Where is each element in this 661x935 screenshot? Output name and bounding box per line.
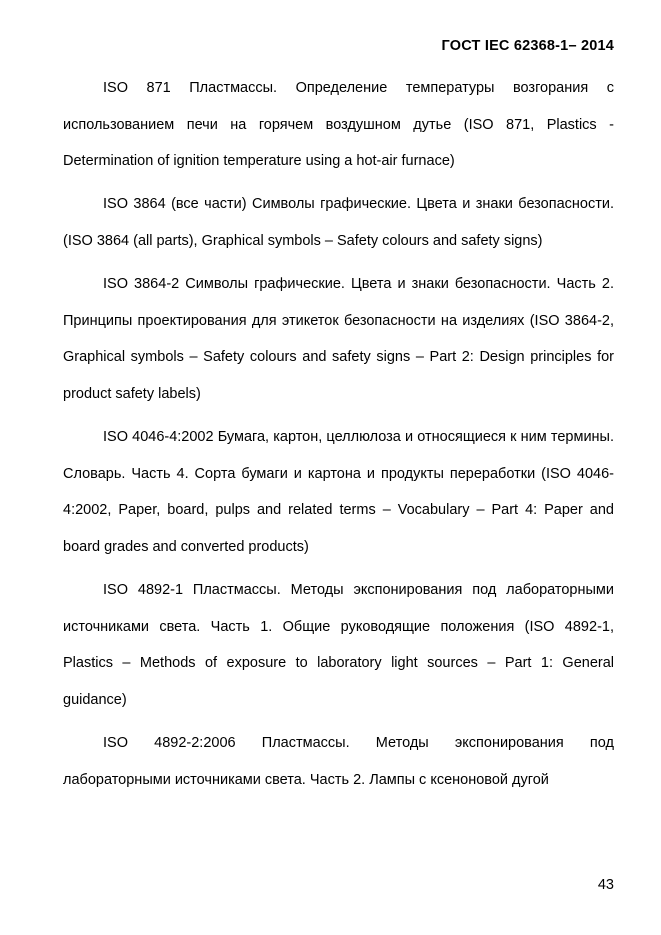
document-header: ГОСТ IEC 62368-1– 2014: [441, 38, 614, 54]
reference-iso-4046-4: ISO 4046-4:2002 Бумага, картон, целлюлоза и относящиеся к ним термины. Словарь. Часть 4. Сорта бумаги и картона и продукты переработки (ISO 4046-4:2002, Paper, board, pulps and related terms – Vocabulary – Part 4: Paper and board grades and converted products): [63, 429, 614, 555]
reference-iso-4892-2: ISO 4892-2:2006 Пластмассы. Методы экспонирования под лабораторными источниками света. Часть 2. Лампы с ксеноновой дугой: [63, 735, 614, 788]
reference-iso-3864-2: ISO 3864-2 Символы графические. Цвета и знаки безопасности. Часть 2. Принципы проектирования для этикеток безопасности на изделиях (ISO 3864-2, Graphical symbols – Safety colours and safety signs – Part 2: Design principles for product safety labels): [63, 276, 614, 402]
reference-iso-871: ISO 871 Пластмассы. Определение температуры возгорания с использованием печи на горячем воздушном дутье (ISO 871, Plastics - Determination of ignition temperature using a hot-air furnace): [63, 80, 614, 170]
reference-iso-4892-1: ISO 4892-1 Пластмассы. Методы экспонирования под лабораторными источниками света. Часть 1. Общие руководящие положения (ISO 4892-1, Plastics – Methods of exposure to laboratory light sources – Part 1: General guidance): [63, 582, 614, 708]
reference-iso-3864: ISO 3864 (все части) Символы графические. Цвета и знаки безопасности. (ISO 3864 (all parts), Graphical symbols – Safety colours and safety signs): [63, 196, 614, 249]
page-number: 43: [597, 877, 614, 893]
document-body: [63, 70, 614, 805]
